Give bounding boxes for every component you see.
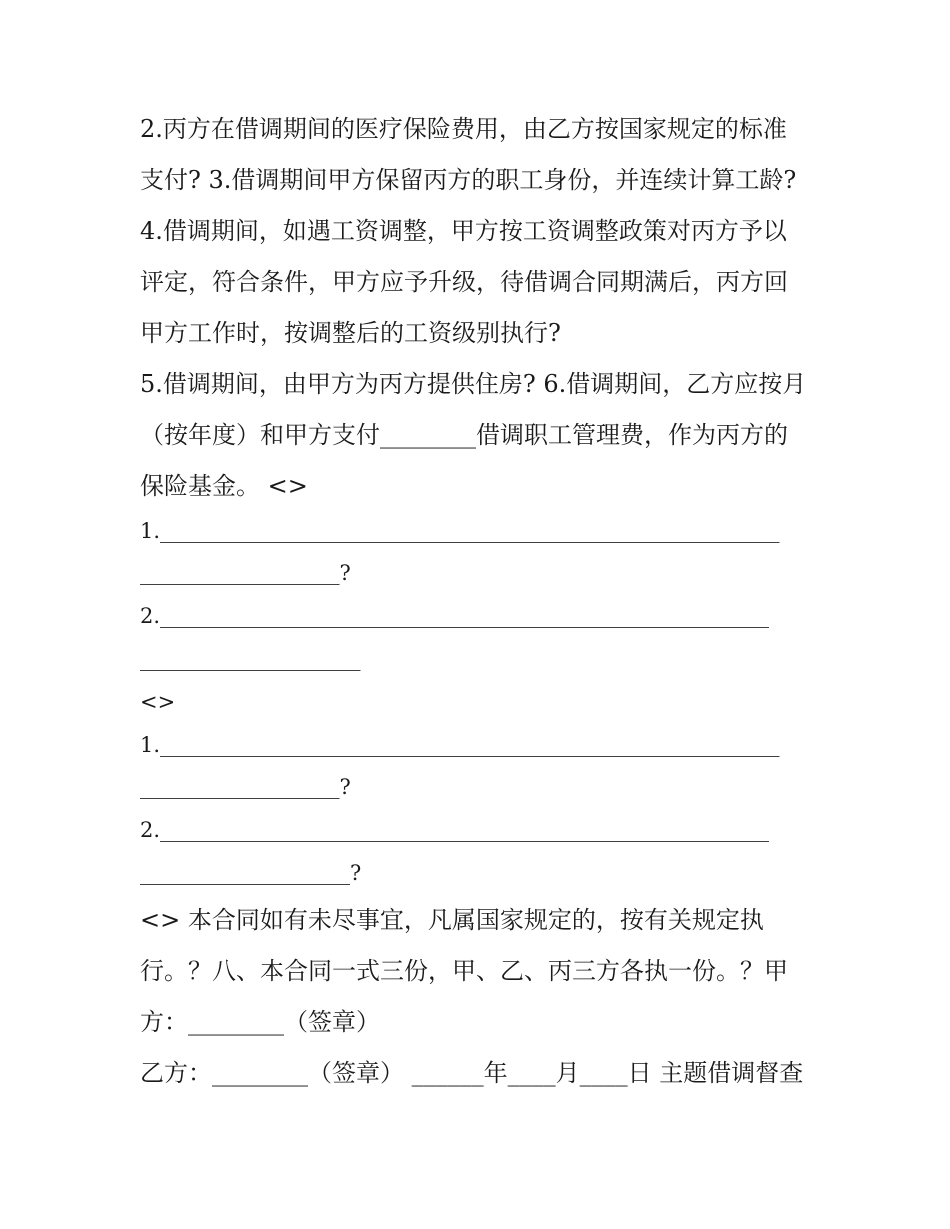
blank-line-3b: ___________________? — [140, 775, 351, 799]
section-marker: <> — [140, 690, 176, 714]
blank-line-2a: 2.__________________________________________________________ — [140, 604, 770, 628]
blank-line-1b: ___________________? — [140, 561, 351, 585]
blank-line-2b: _____________________ — [140, 647, 361, 671]
blank-line-4a: 2.__________________________________________________________ — [140, 818, 770, 842]
text-line: <> 本合同如有未尽事宜，凡属国家规定的，按有关规定执 — [140, 906, 764, 934]
blank-line-1a: 1.___________________________________________________________ — [140, 519, 780, 543]
blank-line-3a: 1.___________________________________________________________ — [140, 733, 780, 757]
text-line: 2.丙方在借调期间的医疗保险费用，由乙方按国家规定的标准 — [140, 115, 787, 143]
text-line: 甲方工作时，按调整后的工资级别执行? — [140, 319, 561, 347]
signature-party-a: 方：________（签章） — [140, 1008, 380, 1036]
text-line: 评定，符合条件，甲方应予升级，待借调合同期满后，丙方回 — [140, 268, 788, 296]
signature-party-b: 乙方：________（签章） ______年____月____日 主题借调督查 — [140, 1059, 804, 1087]
text-line: 支付? 3.借调期间甲方保留丙方的职工身份，并连续计算工龄? — [140, 166, 797, 194]
text-line: 保险基金。 <> — [140, 472, 308, 500]
text-line: 4.借调期间，如遇工资调整，甲方按工资调整政策对丙方予以 — [140, 217, 787, 245]
blank-line-4b: ____________________? — [140, 861, 362, 885]
text-line: 5.借调期间，由甲方为丙方提供住房? 6.借调期间，乙方应按月 — [140, 370, 807, 398]
text-line: 行。？八、本合同一式三份，甲、乙、丙三方各执一份。？甲 — [140, 957, 788, 985]
text-line: （按年度）和甲方支付________借调职工管理费，作为丙方的 — [140, 421, 788, 449]
